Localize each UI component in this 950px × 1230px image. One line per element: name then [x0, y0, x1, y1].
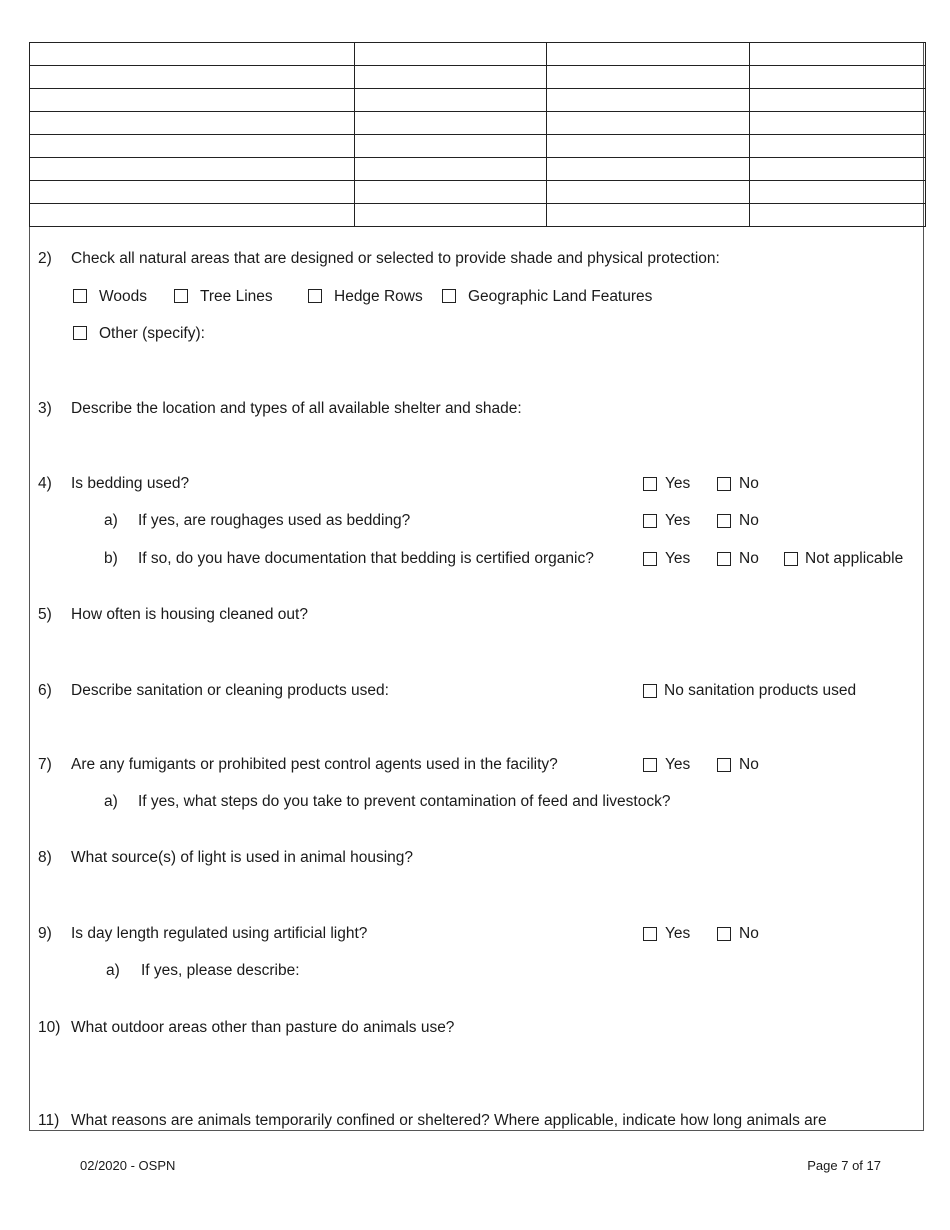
table-cell[interactable] — [547, 181, 750, 204]
table-row — [30, 112, 926, 135]
q4-no-checkbox[interactable] — [717, 477, 731, 491]
q7a-label: a) — [104, 793, 118, 810]
q4b-no-checkbox[interactable] — [717, 552, 731, 566]
other-label: Other (specify): — [99, 325, 205, 342]
q10-number: 10) — [38, 1019, 61, 1036]
q4-question: Is bedding used? — [71, 475, 190, 492]
hedge-rows-label: Hedge Rows — [334, 288, 423, 305]
table-row — [30, 181, 926, 204]
q4-no-label: No — [739, 475, 759, 492]
woods-checkbox[interactable] — [73, 289, 87, 303]
table-cell[interactable] — [750, 43, 926, 66]
q6-number: 6) — [38, 682, 52, 699]
table-cell[interactable] — [30, 181, 355, 204]
table-cell[interactable] — [750, 135, 926, 158]
table-cell[interactable] — [30, 66, 355, 89]
table-cell[interactable] — [355, 66, 547, 89]
q4a-question: If yes, are roughages used as bedding? — [138, 512, 411, 529]
q3-question: Describe the location and types of all available shelter and shade: — [71, 400, 522, 417]
q7-yes-label: Yes — [665, 756, 691, 773]
table-cell[interactable] — [547, 89, 750, 112]
q4b-label: b) — [104, 550, 118, 567]
q8-question: What source(s) of light is used in animal housing? — [71, 849, 414, 866]
table-cell[interactable] — [355, 158, 547, 181]
q9-no-checkbox[interactable] — [717, 927, 731, 941]
table-cell[interactable] — [30, 204, 355, 227]
q7-number: 7) — [38, 756, 52, 773]
table-row — [30, 89, 926, 112]
q11-number: 11) — [38, 1112, 60, 1129]
table-cell[interactable] — [30, 43, 355, 66]
q4b-yes-checkbox[interactable] — [643, 552, 657, 566]
geographic-land-features-label: Geographic Land Features — [468, 288, 653, 305]
table-cell[interactable] — [30, 135, 355, 158]
q7a-question: If yes, what steps do you take to prevent contamination of feed and livestock? — [138, 793, 671, 810]
table-cell[interactable] — [355, 135, 547, 158]
tree-lines-label: Tree Lines — [200, 288, 273, 305]
q7-yes-checkbox[interactable] — [643, 758, 657, 772]
table-row — [30, 204, 926, 227]
table-cell[interactable] — [547, 66, 750, 89]
table-cell[interactable] — [547, 43, 750, 66]
q9-no-label: No — [739, 925, 759, 942]
q4b-question: If so, do you have documentation that bedding is certified organic? — [138, 550, 594, 567]
q4a-yes-label: Yes — [665, 512, 691, 529]
table-cell[interactable] — [547, 112, 750, 135]
data-table — [29, 42, 926, 227]
table-row — [30, 66, 926, 89]
table-cell[interactable] — [750, 181, 926, 204]
q4b-not-applicable-checkbox[interactable] — [784, 552, 798, 566]
q4a-no-checkbox[interactable] — [717, 514, 731, 528]
table-cell[interactable] — [30, 112, 355, 135]
table-row — [30, 158, 926, 181]
q4a-label: a) — [104, 512, 118, 529]
q6-question: Describe sanitation or cleaning products used: — [71, 682, 389, 699]
table-cell[interactable] — [750, 158, 926, 181]
q9-number: 9) — [38, 925, 52, 942]
q10-question: What outdoor areas other than pasture do animals use? — [71, 1019, 455, 1036]
q9a-label: a) — [106, 962, 120, 979]
q5-question: How often is housing cleaned out? — [71, 606, 308, 623]
table-cell[interactable] — [355, 89, 547, 112]
table-cell[interactable] — [30, 89, 355, 112]
table-cell[interactable] — [547, 135, 750, 158]
q5-number: 5) — [38, 606, 52, 623]
table-cell[interactable] — [750, 89, 926, 112]
footer-page-number: Page 7 of 17 — [807, 1158, 881, 1173]
q4-number: 4) — [38, 475, 52, 492]
table-cell[interactable] — [355, 204, 547, 227]
table-cell[interactable] — [547, 204, 750, 227]
table-cell[interactable] — [750, 112, 926, 135]
no-sanitation-checkbox[interactable] — [643, 684, 657, 698]
footer-form-id: 02/2020 - OSPN — [80, 1158, 176, 1173]
q9-yes-label: Yes — [665, 925, 691, 942]
q7-no-checkbox[interactable] — [717, 758, 731, 772]
q11-question: What reasons are animals temporarily confined or sheltered? Where applicable, indicate how long animals are — [71, 1112, 827, 1129]
no-sanitation-label: No sanitation products used — [664, 682, 857, 699]
table-cell[interactable] — [547, 158, 750, 181]
table-cell[interactable] — [30, 158, 355, 181]
q4a-yes-checkbox[interactable] — [643, 514, 657, 528]
table-row — [30, 135, 926, 158]
q7-no-label: No — [739, 756, 759, 773]
q2-number: 2) — [38, 250, 52, 267]
q9a-question: If yes, please describe: — [141, 962, 300, 979]
q8-number: 8) — [38, 849, 52, 866]
tree-lines-checkbox[interactable] — [174, 289, 188, 303]
q9-question: Is day length regulated using artificial light? — [71, 925, 368, 942]
q3-number: 3) — [38, 400, 52, 417]
woods-label: Woods — [99, 288, 147, 305]
table-cell[interactable] — [355, 181, 547, 204]
q7-question: Are any fumigants or prohibited pest control agents used in the facility? — [71, 756, 558, 773]
q4b-not-applicable-label: Not applicable — [805, 550, 904, 567]
table-cell[interactable] — [750, 204, 926, 227]
q4-yes-label: Yes — [665, 475, 691, 492]
q4a-no-label: No — [739, 512, 759, 529]
q4b-no-label: No — [739, 550, 759, 567]
table-row — [30, 43, 926, 66]
hedge-rows-checkbox[interactable] — [308, 289, 322, 303]
table-cell[interactable] — [355, 43, 547, 66]
q4-yes-checkbox[interactable] — [643, 477, 657, 491]
q4b-yes-label: Yes — [665, 550, 691, 567]
q2-question: Check all natural areas that are designed or selected to provide shade and physical protection: — [71, 250, 720, 267]
table-cell[interactable] — [750, 66, 926, 89]
geographic-land-features-checkbox[interactable] — [442, 289, 456, 303]
table-cell[interactable] — [355, 112, 547, 135]
other-checkbox[interactable] — [73, 326, 87, 340]
q9-yes-checkbox[interactable] — [643, 927, 657, 941]
